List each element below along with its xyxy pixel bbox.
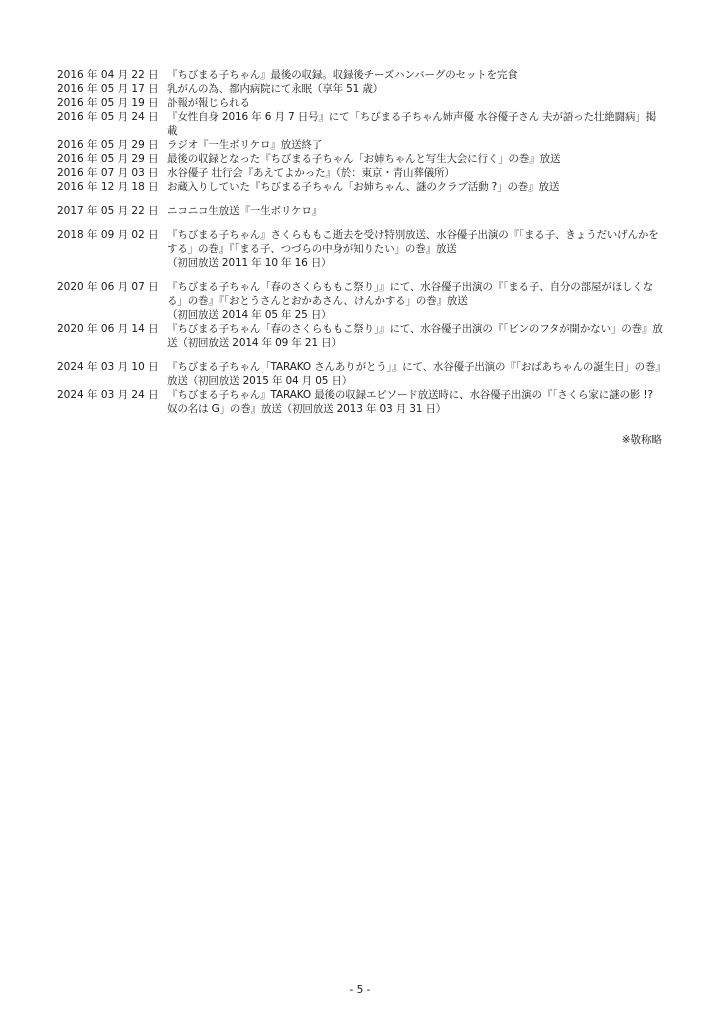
entry-date: 2016 年 05 月 19 日 — [57, 97, 159, 109]
entry-date: 2020 年 06 月 14 日 — [57, 323, 159, 335]
honorific-note: ※敬称略 — [621, 434, 662, 446]
entry-text: 『ちびまる子ちゃん』さくらももこ逝去を受け特別放送、水谷優子出演の『「まる子、きょうだいげんかをする」の巻』『「まる子、つづらの中身が知りたい」の巻』放送 — [167, 229, 659, 255]
entry-date: 2018 年 09 月 02 日 — [57, 229, 159, 241]
timeline-group-2020 — [57, 280, 665, 350]
timeline-entry — [57, 280, 665, 322]
entry-text: 『ちびまる子ちゃん』TARAKO 最後の収録エピソード放送時に、水谷優子出演の『「さくら家に謎の影 !? 奴の名は G」の巻』放送（初回放送 2013 年 03 月 31 日） — [167, 389, 653, 415]
entry-date: 2020 年 06 月 07 日 — [57, 281, 159, 293]
timeline-entry — [57, 82, 665, 96]
timeline-entry — [57, 180, 665, 194]
entry-text: 『女性自身 2016 年 6 月 7 日号』にて「ちびまる子ちゃん姉声優 水谷優子さん 夫が語った壮絶闘病」掲載 — [167, 111, 657, 137]
timeline-group-2017 — [57, 204, 665, 218]
timeline-entry — [57, 360, 665, 388]
entry-text: 『ちびまる子ちゃん「春のさくらももこ祭り」』にて、水谷優子出演の『「ビンのフタが開かない」の巻』放送（初回放送 2014 年 09 年 21 日） — [167, 323, 663, 349]
timeline-entry — [57, 388, 665, 416]
timeline-entry — [57, 152, 665, 166]
entry-date: 2016 年 04 月 22 日 — [57, 69, 159, 81]
entry-subtext: （初回放送 2014 年 05 年 25 日） — [167, 309, 332, 321]
entry-text-block — [167, 280, 665, 322]
entry-text: 『ちびまる子ちゃん「春のさくらももこ祭り」』にて、水谷優子出演の『「まる子、自分の部屋がほしくなる」の巻』『「おとうさんとおかあさん、けんかする」の巻』放送 — [167, 281, 654, 307]
entry-date: 2016 年 07 月 03 日 — [57, 167, 159, 179]
entry-date: 2016 年 05 月 17 日 — [57, 83, 159, 95]
timeline-entry — [57, 322, 665, 350]
timeline-entry — [57, 68, 665, 82]
entry-date: 2016 年 12 月 18 日 — [57, 181, 159, 193]
entry-text: 訃報が報じられる — [167, 97, 250, 109]
timeline-entry — [57, 138, 665, 152]
timeline-entry — [57, 204, 665, 218]
page-number: - 5 - — [349, 984, 371, 996]
entry-text: 水谷優子 壮行会『あえてよかった』（於：東京・青山葬儀所） — [167, 167, 455, 179]
entry-date: 2017 年 05 月 22 日 — [57, 205, 159, 217]
entry-subtext: （初回放送 2011 年 10 年 16 日） — [167, 257, 332, 269]
entry-date: 2016 年 05 月 24 日 — [57, 111, 159, 123]
entry-text: 最後の収録となった『ちびまる子ちゃん「お姉ちゃんと写生大会に行く」の巻』放送 — [167, 153, 561, 165]
timeline-entry — [57, 166, 665, 180]
timeline-entry — [57, 228, 665, 270]
entry-text-block — [167, 228, 665, 270]
entry-text: 乳がんの為、都内病院にて永眠（享年 51 歳） — [167, 83, 384, 95]
timeline-group-2018 — [57, 228, 665, 270]
entry-text: お蔵入りしていた『ちびまる子ちゃん「お姉ちゃん、謎のクラブ活動 ?」の巻』放送 — [167, 181, 560, 193]
entry-text: ニコニコ生放送『一生ボリケロ』 — [167, 205, 323, 217]
entry-text: 『ちびまる子ちゃん』最後の収録。収録後チーズハンバーグのセットを完食 — [167, 69, 518, 81]
timeline — [57, 68, 665, 426]
entry-text: ラジオ『一生ボリケロ』放送終了 — [167, 139, 323, 151]
entry-date: 2024 年 03 月 24 日 — [57, 389, 159, 401]
timeline-entry — [57, 96, 665, 110]
entry-date: 2016 年 05 月 29 日 — [57, 139, 159, 151]
entry-date: 2024 年 03 月 10 日 — [57, 361, 159, 373]
timeline-group-2024 — [57, 360, 665, 416]
entry-text: 『ちびまる子ちゃん「TARAKO さんありがとう」』にて、水谷優子出演の『「おばあちゃんの誕生日」の巻』放送（初回放送 2015 年 04 月 05 日） — [167, 361, 661, 387]
timeline-group-2016 — [57, 68, 665, 194]
entry-date: 2016 年 05 月 29 日 — [57, 153, 159, 165]
timeline-entry — [57, 110, 665, 138]
